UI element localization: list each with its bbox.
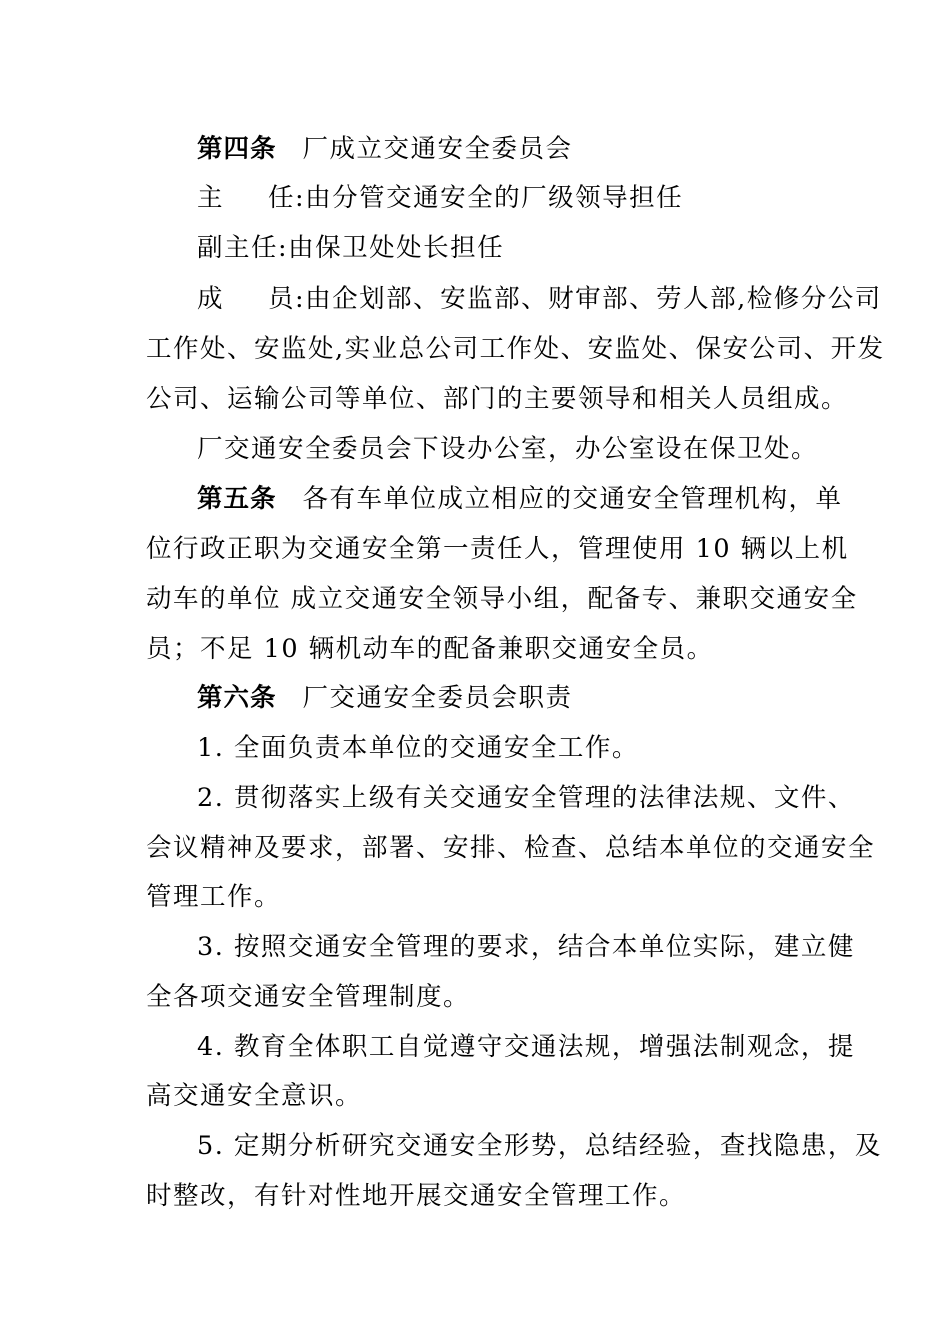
duty-item-5-line-1: 5. 定期分析研究交通安全形势，总结经验，查找隐患，及 xyxy=(197,1131,882,1161)
duty-item-5-line-2: 时整改，有针对性地开展交通安全管理工作。 xyxy=(146,1181,687,1211)
director-label-b: 任: xyxy=(268,183,306,213)
director-line xyxy=(197,183,683,213)
members-line-1 xyxy=(197,284,882,314)
director-label-a: 主 xyxy=(197,183,225,213)
article-6-title: 厂交通安全委员会职责 xyxy=(302,683,573,713)
members-line-2: 工作处、安监处,实业总公司工作处、安监处、保安公司、开发 xyxy=(146,334,885,364)
members-line-3: 公司、运输公司等单位、部门的主要领导和相关人员组成。 xyxy=(146,384,849,414)
article-6-label: 第六条 xyxy=(197,683,277,713)
duty-item-3-line-1: 3. 按照交通安全管理的要求，结合本单位实际，建立健 xyxy=(197,932,855,962)
article-6-heading-line xyxy=(197,683,573,713)
duty-item-4-line-2: 高交通安全意识。 xyxy=(146,1081,363,1111)
office-line: 厂交通安全委员会下设办公室，办公室设在保卫处。 xyxy=(197,434,819,464)
article-5-line-3: 动车的单位 成立交通安全领导小组，配备专、兼职交通安全 xyxy=(146,584,858,614)
duty-item-1: 1. 全面负责本单位的交通安全工作。 xyxy=(197,733,639,763)
article-5-line-4: 员；不足 10 辆机动车的配备兼职交通安全员。 xyxy=(146,634,714,664)
article-4-heading-line xyxy=(197,134,573,164)
duty-item-3-line-2: 全各项交通安全管理制度。 xyxy=(146,982,471,1012)
members-text-1: 由企划部、安监部、财审部、劳人部,检修分公司 xyxy=(305,284,882,314)
duty-item-2-line-2: 会议精神及要求，部署、安排、检查、总结本单位的交通安全 xyxy=(146,833,876,863)
duty-item-4-line-1: 4. 教育全体职工自觉遵守交通法规，增强法制观念，提 xyxy=(197,1032,855,1062)
members-label-a: 成 xyxy=(197,284,225,314)
members-label-b: 员: xyxy=(268,284,306,314)
article-5-label: 第五条 xyxy=(197,484,277,514)
deputy-text: 由保卫处处长担任 xyxy=(288,233,505,263)
article-5-line-2: 位行政正职为交通安全第一责任人，管理使用 10 辆以上机 xyxy=(146,534,849,564)
director-text: 由分管交通安全的厂级领导担任 xyxy=(305,183,684,213)
article-5-text-1: 各有车单位成立相应的交通安全管理机构，单 xyxy=(302,484,843,514)
deputy-line xyxy=(197,233,504,263)
article-5-line-1 xyxy=(197,484,843,514)
article-4-label: 第四条 xyxy=(197,134,277,164)
article-4-title: 厂成立交通安全委员会 xyxy=(302,134,573,164)
duty-item-2-line-1: 2. 贯彻落实上级有关交通安全管理的法律法规、文件、 xyxy=(197,783,855,813)
duty-item-2-line-3: 管理工作。 xyxy=(146,882,282,912)
deputy-label: 副主任: xyxy=(197,233,289,263)
